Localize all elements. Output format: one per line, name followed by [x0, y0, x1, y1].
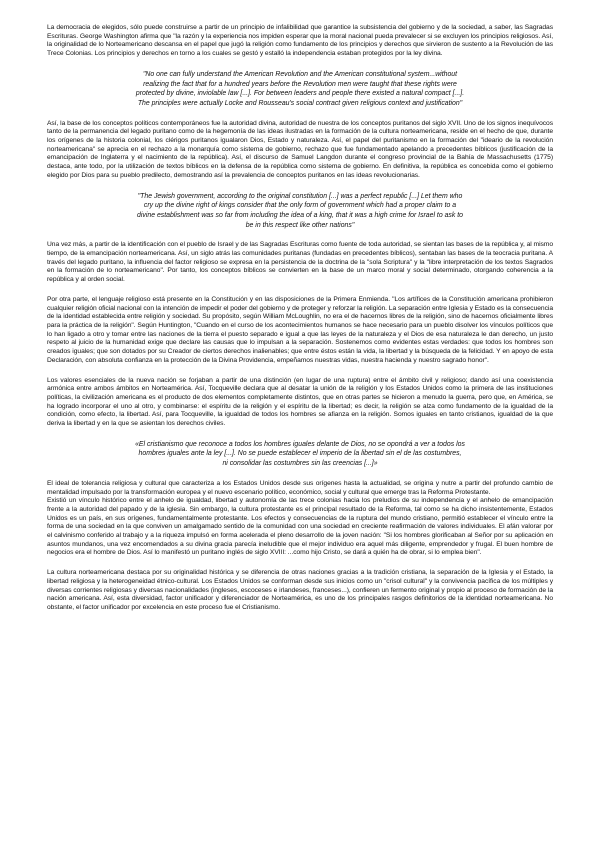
paragraph-4: Por otra parte, el lenguaje religioso está presente en la Constitución y en las disposiciones de la Primera Enmienda. "Los artífices de la Constitución americana prohibieron cualquier religión oficial nacional con la intención de impedir el poder del gobierno y de proteger y reforzar la religión. La separación entre Iglesia y Estado es la consecuencia de la identidad establecida entre religión y sociedad. Su propósito, según William McLoughlin, no era el de hacernos libres de la religión, sino de hacernos oficialmente libres para la práctica de la religión". Según Huntington, "Cuando en el curso de los acontecimientos humanos se hace necesario para un pueblo disolver los vínculos políticos que lo han ligado a otro y tomar entre las naciones de la tierra el puesto separado e igual a que las leyes de la naturaleza y el Dios de esa naturaleza le dan derecho, un justo respeto al juicio de la humanidad exige que declare las causas que lo impulsan a la separación. Sostenemos como evidentes estas verdades: que todos los hombres son creados iguales; que son dotados por su Creador de ciertos derechos inalienables; que entre éstos están la vida, la libertad y la búsqueda de la felicidad. Y en apoyo de esta Declaración, con absoluta confianza en la protección de la Divina Providencia, empeñamos nuestras vidas, nuestra hacienda y nuestro sagrado honor".: [47, 295, 553, 364]
blockquote-spanish: «El cristianismo que reconoce a todos los hombres iguales delante de Dios, no se opondrá a ver a todos los hombres iguales ante la ley [...]. No se puede establecer el imperio de la libertad sin el de las costumbres, ni consolidar las costumbres sin las creencias [...]»: [135, 440, 465, 468]
paragraph-6: El ideal de tolerancia religiosa y cultural que caracteriza a los Estados Unidos desde sus orígenes hasta la actualidad, se origina y nutre a partir del profundo cambio de mentalidad impulsado por la transformación europea y el nuevo escenario político, económico, social y cultural que emerge tras la Reforma Protestante. Existió un vínculo histórico entre el anhelo de igualdad, libertad y autonomía de las trece colonias hacia los preludios de su independencia y el anhelo de emancipación frente a la autoridad del papado y de la iglesia. Sin embargo, la cultura protestante es el principal resultado de la Reforma, tal como se ha dicho insistentemente, Estados Unidos es un país, en sus orígenes, fundamentalmente protestante. Los efectos y consecuencias de la ruptura del mundo cristiano, permitió establecer el vínculo entre la forma de una sociedad en la que conviven un amalgamado sentido de la comunidad con una sociedad en creciente reafirmación de valores individuales. El afán valorar por el calvinismo conferido al trabajo y a la riqueza impulsó en forma acelerada el pleno desarrollo de la joven nación: "Si los hombres glorificaban al Señor por su aplicación en asuntos mundanos, una vez encomendados a su divina gracia parecía ineludible que el mejor individuo era aquel más diligente, emprendedor y frugal. El buen hombre de negocios era el hombre de Dios. Así lo manifestó un puritano inglés de siglo XVIII: ...como hijo Cristo, se dará a quién ha de obrar, si lo emplea bien".: [47, 479, 553, 557]
blockquote-english-2: "The Jewish government, according to the original constitution [...] was a perfect republic [...] Let them who cry up the divine right of kings consider that the only form of government which had a proper claim to a divine establishment was so far from including the idea of a king, that it was a high crime for Israel to ask to be in this respect like other nations": [137, 192, 463, 229]
blockquote-english-1: "No one can fully understand the American Revolution and the American constitutional system...without realizing the fact that for a hundred years before the Revolution men were taught that these rights were protected by divine, inviolable law [...]. For between leaders and people there existed a natural compact [...]. The principles were actually Locke and Rousseau's social contract given religious context and justification": [135, 70, 465, 107]
paragraph-3: Una vez más, a partir de la identificación con el pueblo de Israel y de las Sagradas Escrituras como fuente de toda autoridad, se sientan las bases de la república y, al mismo tiempo, de la emancipación norteamericana. Así, un siglo atrás las comunidades puritanas (fundadas en precedentes bíblicos), sentaban las bases de la teocracia puritana. A través del legado puritano, la influencia del factor religioso se expresa en la persistencia de la doctrina de la "sola Scriptura" y la "libre interpretación de los textos Sagrados en la formación de lo norteamericano". Por tanto, los conceptos bíblicos se convierten en la base de un marco moral y social determinado, otorgando coherencia a la república y al orden social.: [47, 241, 553, 284]
paragraph-1: La democracia de elegidos, sólo puede construirse a partir de un principio de infalibilidad que garantice la subsistencia del gobierno y de la sociedad, a saber, las Sagradas Escrituras. George Washington afirma que "la razón y la experiencia nos impiden esperar que la moral nacional pueda prevalecer si se excluyen los principios religiosos. Así, la originalidad de lo Norteamericano descansa en el papel que jugó la religión como fundamento de los principios y derechos que sirvieron de sustento a la Revolución de las Trece Colonias. Los principios y derechos en torno a los cuales se gestó y estalló la independencia estaban protegidos por la ley divina.: [47, 24, 553, 58]
paragraph-5: Los valores esenciales de la nueva nación se forjaban a partir de una distinción (en lugar de una ruptura) entre el ámbito civil y religioso; dando así una coexistencia armónica entre ambos ámbitos en Norteamérica. Así, Tocqueville declara que al desatar la unión de la religión y los Estados Unidos como la primera de las instituciones políticas, la civilización americana es el producto de dos elementos completamente distintos, que en otras partes se hicieron a menudo la guerra, pero que, en América, se ha logrado incorporar el uno al otro, y combinarse: el espíritu de la religión y el espíritu de la libertad; es decir, la religión se alza como fundamento de la igualdad de la condición, como efecto, la libertad. Así, para Tocqueville, la igualdad de todos los hombres se afianza en la religión. Somos iguales en tanto cristianos, igualdad de la que deriva la libertad y en la que se asientan los derechos civiles.: [47, 376, 553, 428]
paragraph-2: Así, la base de los conceptos políticos contemporáneos fue la autoridad divina, autoridad de nuestra de los conceptos puritanos del siglo XVII. Uno de los signos inequívocos tanto de la permanencia del legado puritano como de la hegemonía de las ideas ilustradas en la formación de la cultura norteamericana, reside en el hecho de que, durante los orígenes de la historia colonial, los clérigos puritanos igualaron Dios, Estado y naturaleza. Así, el papel del puritanismo en la formación del "ideario de la revolución norteamericana" se aprecia en el rechazo a la monarquía como sistema de gobierno, rechazo que fue fundamentado apelando a precedentes bíblicos (justificación de la emancipación de Inglaterra y el nacimiento de la república). Así, el discurso de Samuel Langdon durante el congreso provincial de la Bahía de Massachusetts (1775) destaca, ante todo, por la utilización de textos bíblicos en la defensa de la república como sistema de gobierno. En definitiva, la república es concebida como el gobierno elegido por Dios para su pueblo predilecto, demostrando así la prevalencia de conceptos puritanos en las ideas revolucionarias.: [47, 119, 553, 179]
paragraph-7: La cultura norteamericana destaca por su originalidad histórica y se diferencia de otras naciones gracias a la tradición cristiana, la separación de la Iglesia y el Estado, la libertad religiosa y la heterogeneidad étnico-cultural. Los Estados Unidos se conforman desde sus inicios como un "crisol cultural" y la convivencia pacífica de los múltiples y diversas corrientes religiosas y diversas nacionalidades (ingleses, escoceses e irlandeses, franceses...), confieren un fermento original y propio al proceso de formación de la nación americana. Así, esta diversidad, factor unificador y diferenciador de Norteamérica, es uno de los principales rasgos definitorios de la identidad norteamericana. No obstante, el factor unificador por excelencia en este proceso fue el Cristianismo.: [47, 569, 553, 611]
